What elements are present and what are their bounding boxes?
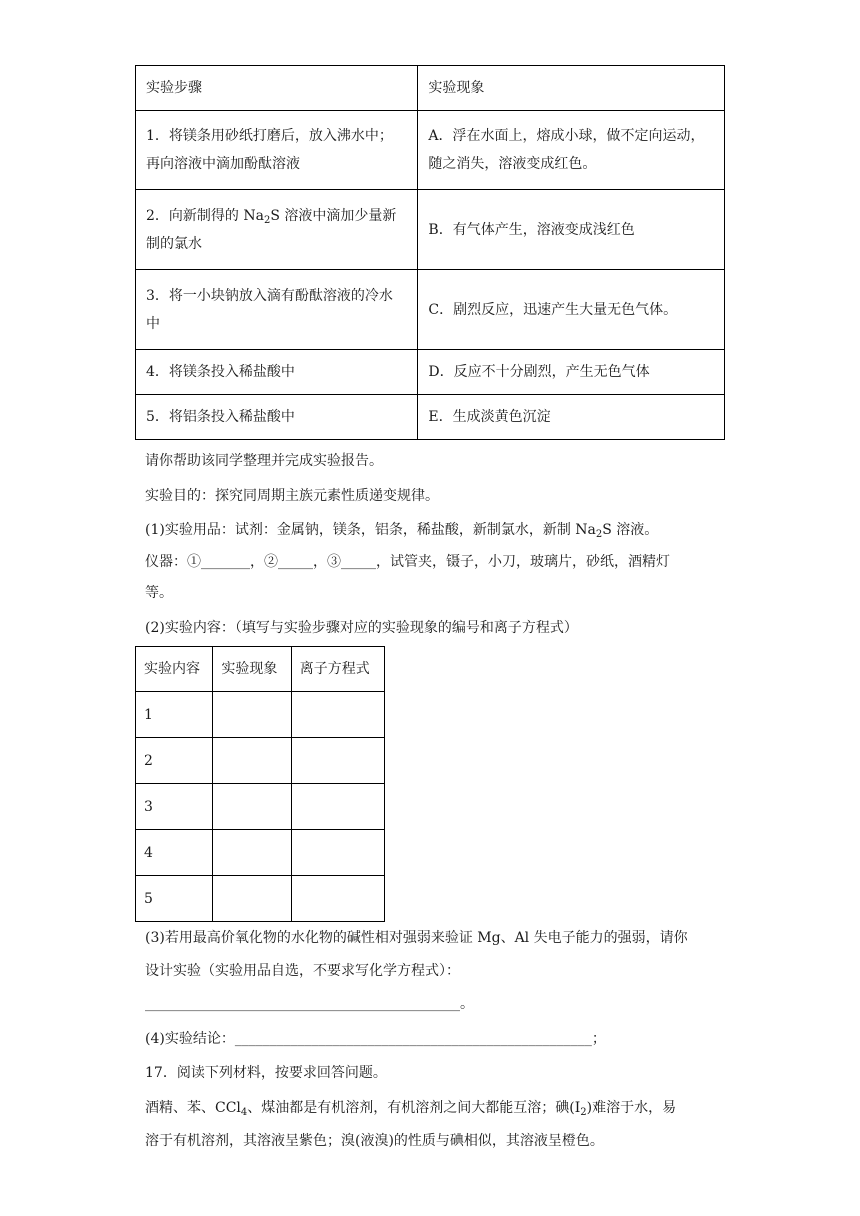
step-cell: 4．将镁条投入稀盐酸中 (136, 350, 418, 395)
row-number: 2 (136, 738, 213, 784)
question-2-content: (2)实验内容：（填写与实验步骤对应的实验现象的编号和离子方程式） (145, 620, 578, 636)
table-row (136, 190, 725, 270)
row-number: 5 (136, 876, 213, 922)
phenomenon-cell: B．有气体产生，溶液变成浅红色 (418, 190, 725, 270)
instruments-line-cont: 等。 (145, 585, 173, 601)
question-3-line1: (3)若用最高价氧化物的水化物的碱性相对强弱来验证 Mg、Al 失电子能力的强弱，请你 (145, 930, 688, 946)
answer-cell (291, 830, 384, 876)
question-4-conclusion: (4)实验结论：___________________________________________________； (145, 1031, 606, 1047)
row-number: 4 (136, 830, 213, 876)
instruments-line: 仪器：①_______，②_____，③_____，试管夹，镊子，小刀，玻璃片，砂纸，酒精灯 (145, 554, 670, 570)
answer-cell (213, 692, 291, 738)
question-3-answer-blank: _____________________________________________。 (145, 996, 474, 1012)
answer-cell (291, 784, 384, 830)
question-1-materials: (1)实验用品：试剂：金属钠，镁条，铝条，稀盐酸，新制氯水，新制 $Na_2S$ 溶液。 (145, 522, 659, 540)
table-row (136, 784, 385, 830)
intro-text: 请你帮助该同学整理并完成实验报告。 (145, 453, 383, 469)
answer-cell (291, 738, 384, 784)
header-phenomenon: 实验现象 (418, 66, 725, 111)
table-row (136, 876, 385, 922)
table-row (136, 395, 725, 440)
question-17-title: 17．阅读下列材料，按要求回答问题。 (145, 1065, 387, 1081)
experiment-steps-table (135, 65, 725, 440)
table-row (136, 647, 385, 692)
phenomenon-cell: D．反应不十分剧烈，产生无色气体 (418, 350, 725, 395)
answer-cell (213, 738, 291, 784)
answer-cell (213, 830, 291, 876)
purpose-text: 实验目的：探究同周期主族元素性质递变规律。 (145, 488, 439, 504)
phenomenon-cell: E．生成淡黄色沉淀 (418, 395, 725, 440)
answer-cell (213, 876, 291, 922)
phenomenon-cell: A．浮在水面上，熔成小球，做不定向运动， 随之消失，溶液变成红色。 (418, 111, 725, 190)
step-cell: 1．将镁条用砂纸打磨后，放入沸水中； 再向溶液中滴加酚酞溶液 (136, 111, 418, 190)
row-number: 1 (136, 692, 213, 738)
table-row (136, 270, 725, 350)
table-row (136, 350, 725, 395)
answer-cell (291, 692, 384, 738)
header-ionic-equation: 离子方程式 (291, 647, 384, 692)
step-cell: 5．将铝条投入稀盐酸中 (136, 395, 418, 440)
question-3-line2: 设计实验（实验用品自选，不要求写化学方程式）： (145, 963, 460, 979)
material-line1: 酒精、苯、CCl$_4$、煤油都是有机溶剂，有机溶剂之间大都能互溶；碘$(I_2)$难溶于水，易 (145, 1100, 677, 1118)
experiment-content-table (135, 646, 385, 922)
row-number: 3 (136, 784, 213, 830)
answer-cell (291, 876, 384, 922)
table-row (136, 66, 725, 111)
table-row (136, 830, 385, 876)
table-row (136, 738, 385, 784)
header-phenomenon: 实验现象 (213, 647, 291, 692)
material-line2: 溶于有机溶剂，其溶液呈紫色；溴(液溴)的性质与碘相似，其溶液呈橙色。 (145, 1133, 604, 1149)
table-row (136, 692, 385, 738)
step-cell: 2．向新制得的 $Na_2S$ 溶液中滴加少量新 制的氯水 (136, 190, 418, 270)
header-steps: 实验步骤 (136, 66, 418, 111)
answer-cell (213, 784, 291, 830)
phenomenon-cell: C．剧烈反应，迅速产生大量无色气体。 (418, 270, 725, 350)
table-row (136, 111, 725, 190)
step-cell: 3．将一小块钠放入滴有酚酞溶液的冷水 中 (136, 270, 418, 350)
header-content: 实验内容 (136, 647, 213, 692)
